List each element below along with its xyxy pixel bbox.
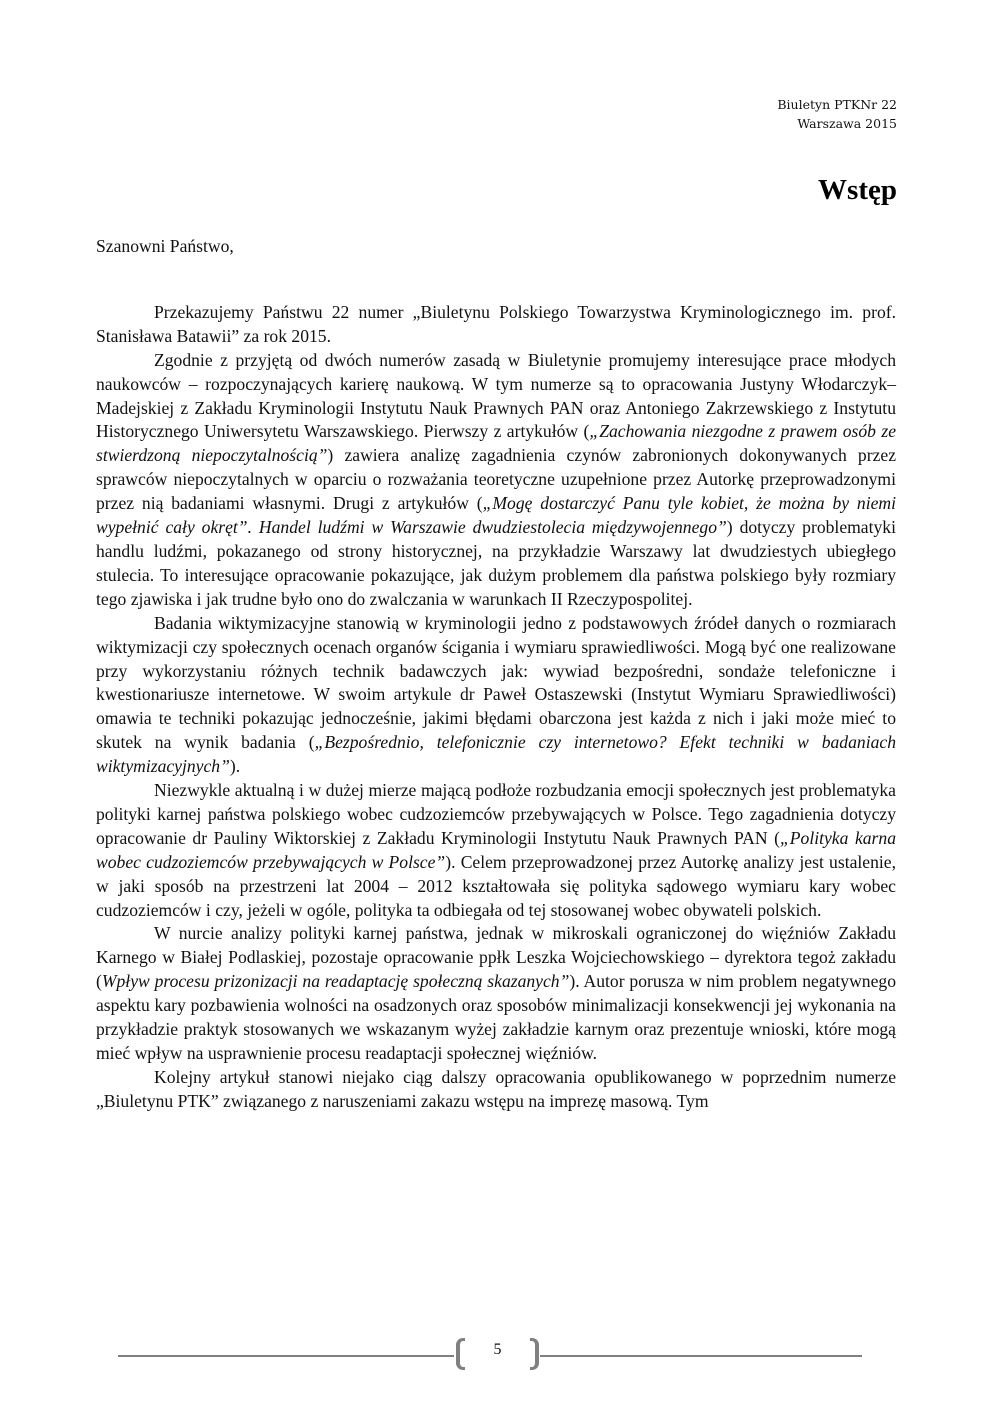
text-run: Kolejny artykuł stanowi niejako ciąg dalszy opracowania opublikowanego w poprzednim numerze „Biuletynu PTK” związanego z naruszeniami zakazu wstępu na imprezę masową. Tym [96, 1066, 896, 1111]
body-text [96, 235, 896, 1114]
paragraph [96, 612, 896, 779]
header-place-year: Warszawa 2015 [797, 116, 897, 131]
paragraph [96, 301, 896, 349]
page-number: 5 [493, 1341, 502, 1358]
text-run: Przekazujemy Państwu 22 numer „Biuletynu Polskiego Towarzystwa Kryminologicznego im. prof. Stanisława Batawii” za rok 2015. [96, 301, 896, 346]
text-run: ). Autor porusza w nim problem negatywnego aspektu kary pozbawienia wolności na osadzonych oraz sposobów minimalizacji konsekwencji jej wykonania na przykładzie praktyk stosowanych we wskazanym wyżej zakładzie karnym oraz prezentuje wnioski, które mogą mieć wpływ na usprawnienie procesu readaptacji społecznej więźniów. [96, 971, 896, 1063]
text-run: ). [229, 756, 241, 777]
text-run: Zgodnie z przyjętą od dwóch numerów zasadą w Biuletynie promujemy interesujące prace młodych naukowców – rozpoczynających karierę naukową. W tym numerze są to opracowania Justyny Włodarczyk–Madejskiej z Zakładu Kryminologii Instytutu Nauk Prawnych PAN oraz Antoniego Zakrzewskiego z Instytutu Historycznego Uniwersytetu Warszawskiego. Pierwszy z artykułów ( [96, 349, 896, 442]
text-run: Niezwykle aktualną i w dużej mierze mającą podłoże rozbudzania emocji społecznych jest problematyka polityki karnej państwa polskiego wobec cudzoziemców przebywających w Polsce. Tego zagadnienia dotyczy opracowanie dr Pauliny Wiktorskiej z Zakładu Kryminologii Instytutu Nauk Prawnych PAN ( [96, 780, 896, 848]
article-title: „Polityka karna wobec cudzoziemców przebywających w Polsce” [96, 827, 896, 872]
paragraph [96, 1066, 896, 1114]
article-title: „Bezpośrednio, telefonicznie czy internetowo? Efekt techniki w badaniach wiktymizacyjnych” [96, 732, 896, 777]
page-title: Wstęp [818, 174, 897, 206]
text-run: ) zawiera analizę zagadnienia czynów zabronionych dokonywanych przez sprawców niepoczytalnych w oparciu o rozważania teoretyczne uzupełnione przez Autorkę przeprowadzonymi przez nią badaniami własnymi. Drugi z artykułów ( [96, 445, 897, 514]
salutation: Szanowni Państwo, [96, 236, 234, 256]
footer-rule-right [540, 1355, 862, 1357]
footer-rule-left [118, 1355, 454, 1357]
text-run: ). Celem przeprowadzonej przez Autorkę analizy jest ustalenie, w jaki sposób na przestrzeni lat 2004 – 2012 kształtowała się polityka sądowego wymiaru kary wobec cudzoziemców i czy, jeżeli w ogóle, polityka ta odbiegała od tej stosowanej wobec obywateli polskich. [96, 851, 896, 920]
paragraph [96, 349, 896, 612]
right-bracket-icon [530, 1338, 539, 1370]
text-run: ) dotyczy problematyki handlu ludźmi, pokazanego od strony historycznej, na przykładzie Warszawy lat dwudziestych ubiegłego stulecia. To interesujące opracowanie pokazujące, jak dużym problemem dla państwa polskiego były rozmiary tego zjawiska i jak trudne było ono do zwalczania w warunkach II Rzeczypospolitej. [96, 517, 896, 609]
article-title: Wpływ procesu prizonizacji na readaptację społeczną skazanych” [101, 971, 570, 992]
running-header [777, 95, 897, 133]
left-bracket-icon [456, 1338, 465, 1370]
article-title: „Zachowania niezgodne z prawem osób ze stwierdzoną niepoczytalnością” [96, 421, 896, 466]
header-journal-issue: Biuletyn PTKNr 22 [777, 97, 897, 112]
page-footer [0, 1330, 992, 1390]
text-run: W nurcie analizy polityki karnej państwa, jednak w mikroskali ograniczonej do więźniów Zakładu Karnego w Białej Podlaskiej, pozostaje opracowanie ppłk Leszka Wojciechowskiego – dyrektora tegoż zakładu ( [96, 923, 896, 992]
paragraph [96, 779, 896, 922]
article-title: „Mogę dostarczyć Panu tyle kobiet, że można by niemi wypełnić cały okręt”. Handel ludźmi w Warszawie dwudziestolecia międzywojennego” [96, 493, 896, 538]
text-run: Badania wiktymizacyjne stanowią w kryminologii jedno z podstawowych źródeł danych o rozmiarach wiktymizacji czy społecznych ocenach organów ścigania i wymiaru sprawiedliwości. Mogą być one realizowane przy wykorzystaniu różnych technik badawczych jak: wywiad bezpośredni, sondaże telefoniczne i kwestionariusze internetowe. W swoim artykule dr Paweł Ostaszewski (Instytut Wymiaru Sprawiedliwości) omawia te techniki pokazując jednocześnie, jakimi błędami obarczona jest każda z nich i jaki może mieć to skutek na wynik badania ( [96, 612, 896, 753]
paragraph [96, 922, 896, 1065]
